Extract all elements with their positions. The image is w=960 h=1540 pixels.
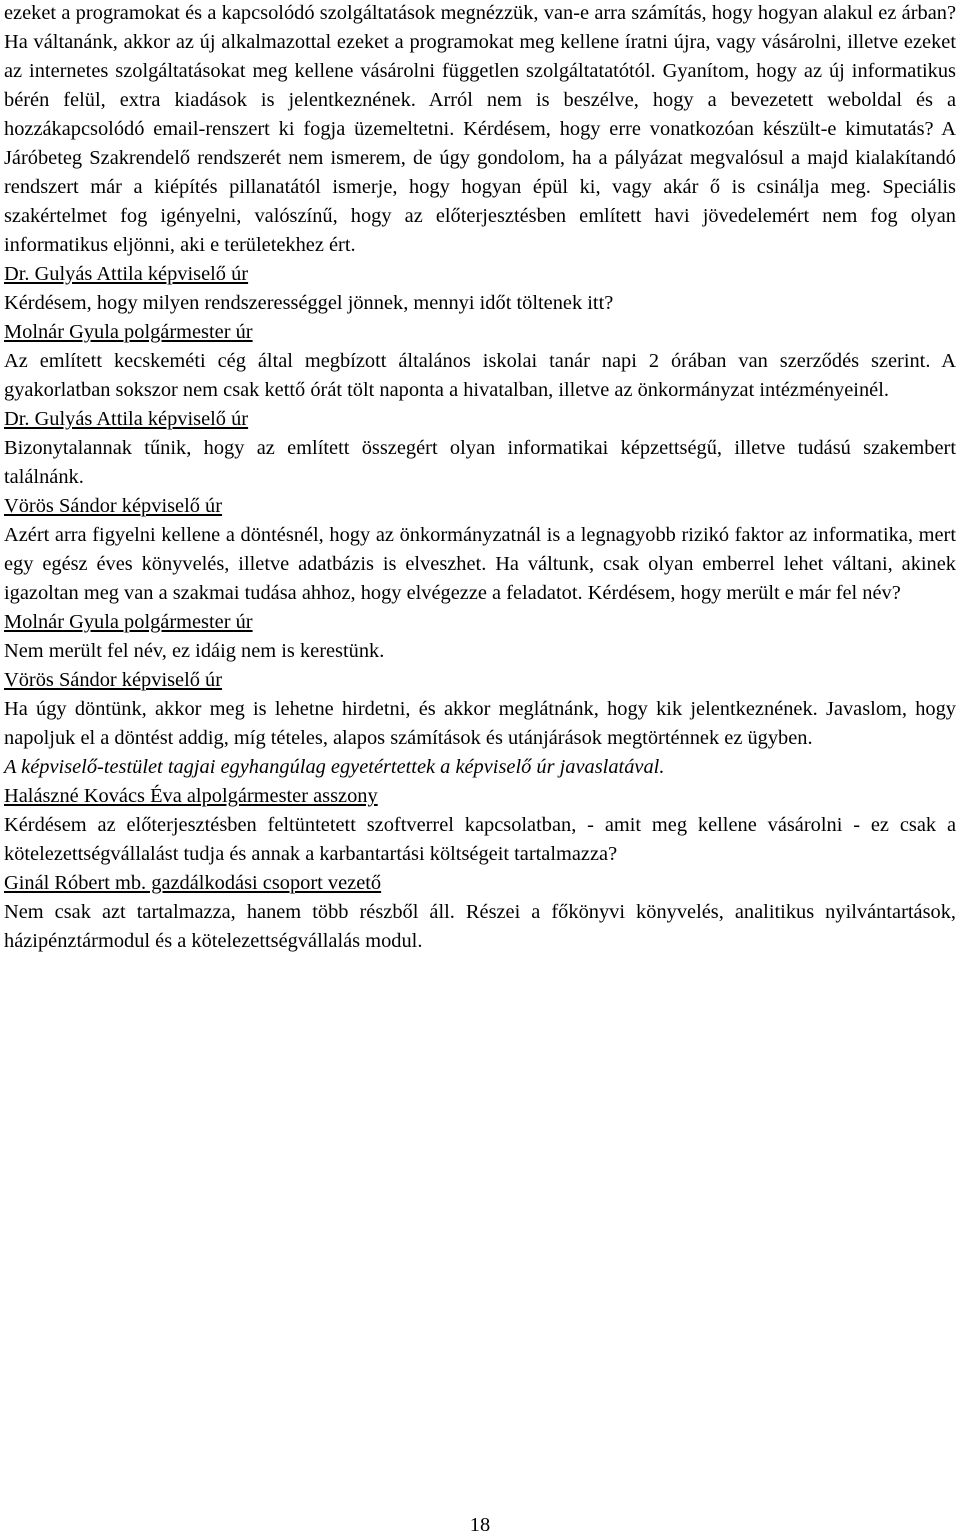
speech-paragraph: Bizonytalannak tűnik, hogy az említett összegért olyan informatikai képzettségű, illetve tudású szakembert találnánk. bbox=[4, 437, 956, 488]
document-body bbox=[4, 0, 956, 956]
speaker-heading: Dr. Gulyás Attila képviselő úr bbox=[4, 263, 249, 285]
speech-paragraph: Ha úgy döntünk, akkor meg is lehetne hirdetni, és akkor meglátnánk, hogy kik jelentkeznének. Javaslom, hogy napoljuk el a döntést addig, míg tételes, alapos számítások és utánjárások megtörténnek ez ügyben. bbox=[4, 698, 956, 749]
speaker-heading: Ginál Róbert mb. gazdálkodási csoport vezető bbox=[4, 872, 382, 894]
speech-paragraph: Nem csak azt tartalmazza, hanem több részből áll. Részei a főkönyvi könyvelés, analitikus nyilvántartások, házipénztármodul és a kötelezettségvállalás modul. bbox=[4, 901, 956, 952]
speaker-heading: Dr. Gulyás Attila képviselő úr bbox=[4, 408, 249, 430]
speech-paragraph: Kérdésem, hogy milyen rendszerességgel jönnek, mennyi időt töltenek itt? bbox=[4, 292, 614, 314]
body-paragraph: ezeket a programokat és a kapcsolódó szolgáltatások megnézzük, van-e arra számítás, hogy hogyan alakul ez árban? Ha váltanánk, akkor az új alkalmazottal ezeket a programokat meg kellene íratni újra, vagy vásárolni, illetve ezeket az internetes szolgáltatásokat meg kellene vásárolni független szolgáltatatótól. Gyanítom, hogy az új informatikus bérén felül, extra kiadások is jelentkeznének. Arról nem is beszélve, hogy a bevezetett weboldal és a hozzákapcsolódó email-renszert ki fogja üzemeltetni. Kérdésem, hogy erre vonatkozóan készült-e kimutatás? A Járóbeteg Szakrendelő rendszerét nem ismerem, de úgy gondolom, ha a pályázat megvalósul a majd kialakítandó rendszert már a kiépítés pillanatától ismerje, hogy hogyan épül ki, vagy akár ő is csinálja meg. Speciális szakértelmet fog igényelni, valószínű, hogy az előterjesztésben említett havi jövedelemért nem fog olyan informatikus eljönni, aki e területekhez ért. bbox=[4, 2, 956, 256]
speech-paragraph: Azért arra figyelni kellene a döntésnél, hogy az önkormányzatnál is a legnagyobb rizikó faktor az informatika, mert egy egész éves könyvelés, illetve adatbázis is elveszhet. Ha váltunk, csak olyan emberrel lehet váltani, akinek igazoltan meg van a szakmai tudása ahhoz, hogy elvégezze a feladatot. Kérdésem, hogy merült e már fel név? bbox=[4, 524, 956, 604]
speaker-heading: Vörös Sándor képviselő úr bbox=[4, 495, 223, 517]
speaker-heading: Molnár Gyula polgármester úr bbox=[4, 611, 253, 633]
speech-paragraph: Kérdésem az előterjesztésben feltüntetett szoftverrel kapcsolatban, - amit meg kellene vásárolni - ez csak a kötelezettségvállalást tudja és annak a karbantartási költségeit tartalmazza? bbox=[4, 814, 956, 865]
resolution-note: A képviselő-testület tagjai egyhangúlag egyetértettek a képviselő úr javaslatával. bbox=[4, 756, 665, 778]
speech-paragraph: Nem merült fel név, ez idáig nem is kerestünk. bbox=[4, 640, 385, 662]
speaker-heading: Molnár Gyula polgármester úr bbox=[4, 321, 253, 343]
page-number: 18 bbox=[469, 1514, 491, 1536]
speaker-heading: Vörös Sándor képviselő úr bbox=[4, 669, 223, 691]
speech-paragraph: Az említett kecskeméti cég által megbízott általános iskolai tanár napi 2 órában van szerződés szerint. A gyakorlatban sokszor nem csak kettő órát tölt naponta a hivatalban, illetve az önkormányzat intézményeinél. bbox=[4, 350, 956, 401]
speaker-heading: Halászné Kovács Éva alpolgármester asszony bbox=[4, 785, 378, 807]
